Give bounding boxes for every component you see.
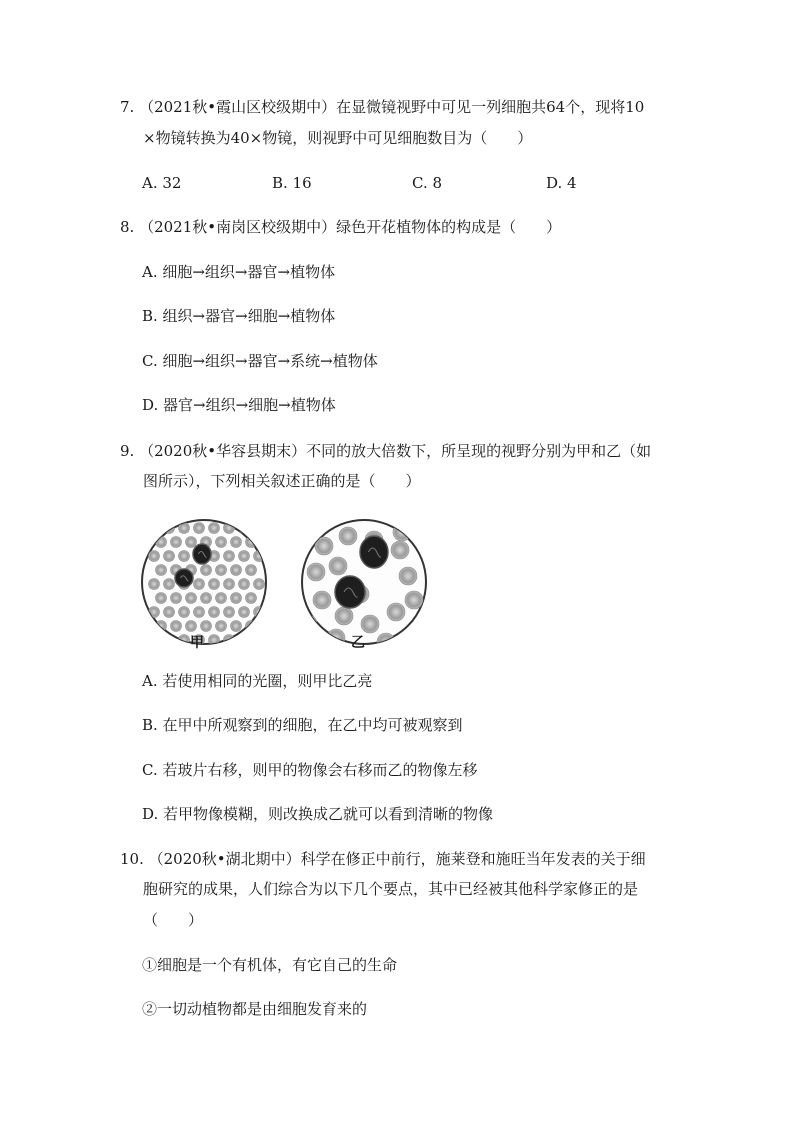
large-cell-3 [391, 541, 409, 559]
small-cell-51 [239, 607, 250, 618]
large-cell-16 [413, 617, 431, 635]
small-cell-7 [254, 523, 265, 534]
small-cell-8 [156, 537, 167, 548]
dark-cell-yi-2 [335, 576, 365, 608]
q7-option-c: C. 8 [412, 174, 443, 192]
small-cell-56 [201, 621, 212, 632]
q9-option-d: D. 若甲物像模糊，则改换成乙就可以看到清晰的物像 [142, 805, 494, 823]
large-cell-6 [399, 567, 417, 585]
small-cell-6 [239, 523, 250, 534]
small-cell-20 [224, 551, 235, 562]
q8-stem-line1: 8. （2021秋•南岗区校级期中）绿色开花植物体的构成是（ ） [120, 218, 562, 236]
small-cell-0 [149, 523, 160, 534]
small-cell-34 [209, 579, 220, 590]
q8-option-d: D. 器官→组织→细胞→植物体 [142, 396, 336, 414]
small-cell-13 [231, 537, 242, 548]
small-cell-30 [149, 579, 160, 590]
small-cell-53 [156, 621, 167, 632]
q9-option-b: B. 在甲中所观察到的细胞，在乙中均可被观察到 [142, 716, 463, 734]
small-cell-42 [216, 593, 227, 604]
small-cell-57 [216, 621, 227, 632]
q7-option-b: B. 16 [272, 174, 312, 192]
large-cell-10 [387, 603, 405, 621]
small-cell-35 [224, 579, 235, 590]
field-jia [142, 520, 266, 646]
large-cell-8 [335, 607, 353, 625]
small-cell-16 [164, 551, 175, 562]
q10-stem-line2: 胞研究的成果，人们综合为以下几个要点，其中已经被其他科学家修正的是 [143, 880, 639, 898]
q9-stem-line2: 图所示），下列相关叙述正确的是（ ） [143, 472, 421, 490]
large-cell-15 [299, 615, 317, 633]
small-cell-23 [156, 565, 167, 576]
small-cell-43 [231, 593, 242, 604]
small-cell-40 [186, 593, 197, 604]
q7-option-a: A. 32 [142, 174, 182, 192]
q10-point-1: ①细胞是一个有机体，有它自己的生命 [142, 956, 398, 974]
small-cell-44 [246, 593, 257, 604]
q8-option-a: A. 细胞→组织→器官→植物体 [142, 263, 336, 281]
dark-cell-yi-1 [360, 536, 388, 568]
small-cell-5 [224, 523, 235, 534]
dark-cell-jia-2 [175, 569, 193, 587]
small-cell-15 [149, 551, 160, 562]
small-cell-50 [224, 607, 235, 618]
small-cell-47 [179, 607, 190, 618]
large-cell-5 [329, 557, 347, 575]
q8-option-c: C. 细胞→组织→器官→系统→植物体 [142, 352, 378, 370]
large-cell-7 [313, 591, 331, 609]
small-cell-29 [246, 565, 257, 576]
small-cell-59 [246, 621, 257, 632]
q7-option-d: D. 4 [546, 174, 577, 192]
small-cell-58 [231, 621, 242, 632]
small-cell-60 [149, 635, 160, 646]
field-yi [299, 520, 431, 651]
small-cell-36 [239, 579, 250, 590]
small-cell-21 [239, 551, 250, 562]
small-cell-49 [209, 607, 220, 618]
large-cell-1 [339, 527, 357, 545]
small-cell-38 [156, 593, 167, 604]
q9-stem-line1: 9. （2020秋•华容县期末）不同的放大倍数下，所呈现的视野分别为甲和乙（如 [120, 442, 652, 460]
small-cell-65 [224, 635, 235, 646]
q10-stem-line1: 10. （2020秋•湖北期中）科学在修正中前行，施莱登和施旺当年发表的关于细 [120, 850, 646, 868]
small-cell-17 [179, 551, 190, 562]
small-cell-3 [194, 523, 205, 534]
small-cell-39 [171, 593, 182, 604]
large-cell-11 [405, 591, 423, 609]
small-cell-4 [209, 523, 220, 534]
q9-option-c: C. 若玻片右移，则甲的物像会右移而乙的物像左移 [142, 761, 478, 779]
small-cell-54 [171, 621, 182, 632]
small-cell-45 [149, 607, 160, 618]
large-cell-4 [307, 563, 325, 581]
small-cell-55 [186, 621, 197, 632]
microscope-fields-figure [138, 516, 498, 656]
small-cell-9 [171, 537, 182, 548]
q7-stem-line2: ×物镜转换为40×物镜，则视野中可见细胞数目为（ ） [143, 129, 533, 147]
small-cell-31 [164, 579, 175, 590]
small-cell-37 [254, 579, 265, 590]
q10-point-2: ②一切动植物都是由细胞发育来的 [142, 1000, 368, 1018]
q8-option-b: B. 组织→器官→细胞→植物体 [142, 307, 336, 325]
small-cell-12 [216, 537, 227, 548]
small-cell-33 [194, 579, 205, 590]
small-cell-28 [231, 565, 242, 576]
small-cell-10 [186, 537, 197, 548]
large-cell-9 [361, 615, 379, 633]
small-cell-67 [254, 635, 265, 646]
label-jia: 甲 [190, 635, 204, 651]
small-cell-27 [216, 565, 227, 576]
small-cell-41 [201, 593, 212, 604]
small-cell-66 [239, 635, 250, 646]
small-cell-46 [164, 607, 175, 618]
dark-cell-jia-1 [193, 544, 211, 564]
small-cell-26 [201, 565, 212, 576]
q10-stem-line3: （ ） [143, 911, 204, 929]
label-yi: 乙 [351, 635, 365, 651]
q7-stem-line1: 7. （2021秋•霞山区校级期中）在显微镜视野中可见一列细胞共64个，现将10 [120, 98, 645, 116]
q7-options [142, 173, 622, 193]
small-cell-48 [194, 607, 205, 618]
q9-option-a: A. 若使用相同的光圈，则甲比乙亮 [142, 672, 373, 690]
